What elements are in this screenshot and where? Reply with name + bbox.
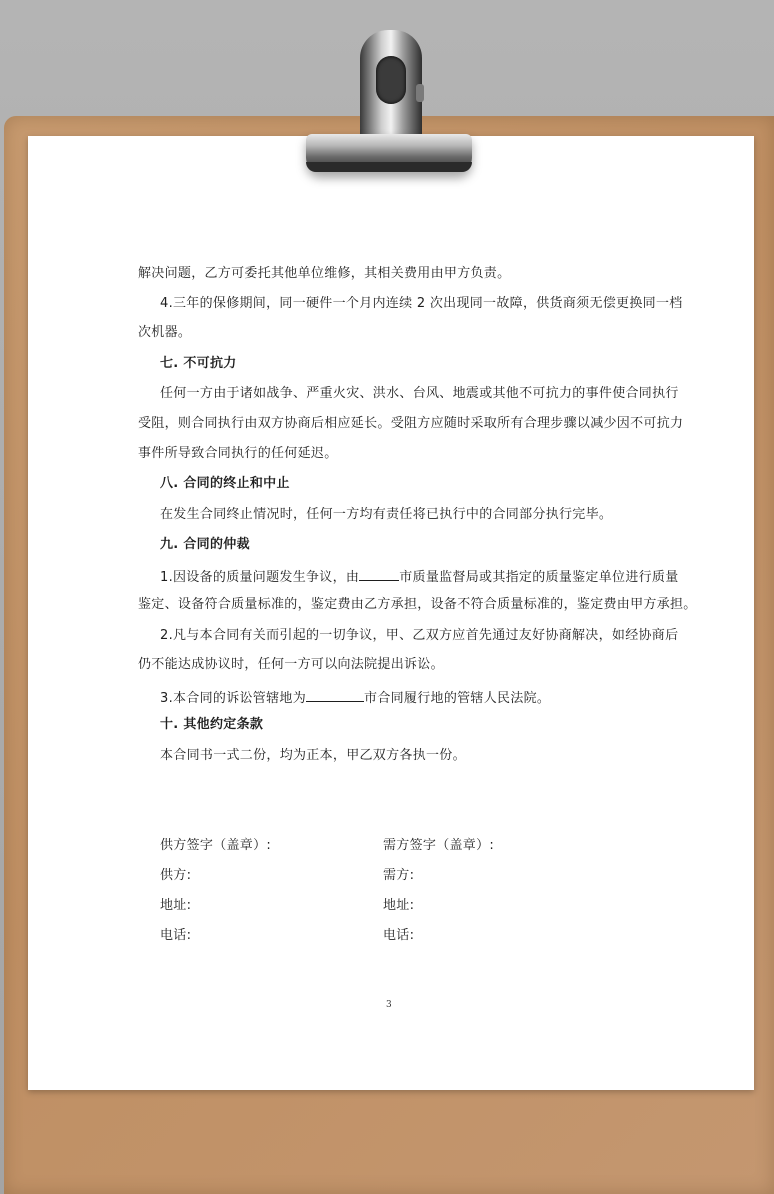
section-heading-arbitration: 九. 合同的仲裁 bbox=[160, 537, 250, 552]
fill-in-blank[interactable] bbox=[306, 687, 364, 702]
supplier-signature-label: 供方签字（盖章）: bbox=[160, 838, 272, 853]
text-segment: 市质量监督局或其指定的质量鉴定单位进行质量 bbox=[399, 570, 679, 585]
text-line: 任何一方由于诸如战争、严重火灾、洪水、台风、地震或其他不可抗力的事件使合同执行 bbox=[160, 386, 679, 401]
text-line: 2.凡与本合同有关而引起的一切争议，甲、乙双方应首先通过友好协商解决，如经协商后 bbox=[160, 628, 679, 643]
buyer-phone-label: 电话: bbox=[383, 928, 415, 943]
text-line bbox=[160, 566, 679, 587]
page-number: 3 bbox=[386, 1000, 392, 1010]
text-segment: 1.因设备的质量问题发生争议，由 bbox=[160, 570, 360, 585]
text-line: 本合同书一式二份，均为正本，甲乙双方各执一份。 bbox=[160, 748, 466, 763]
text-line: 解决问题，乙方可委托其他单位维修，其相关费用由甲方负责。 bbox=[138, 266, 511, 281]
section-heading-force-majeure: 七. 不可抗力 bbox=[160, 356, 237, 371]
clip-pivot bbox=[416, 84, 424, 102]
buyer-label: 需方: bbox=[383, 868, 415, 883]
text-segment: 市合同履行地的管辖人民法院。 bbox=[364, 691, 551, 706]
supplier-address-label: 地址: bbox=[160, 898, 192, 913]
text-line bbox=[160, 687, 550, 708]
buyer-address-label: 地址: bbox=[383, 898, 415, 913]
clip-hole bbox=[376, 56, 406, 104]
binder-clip bbox=[296, 22, 482, 178]
supplier-label: 供方: bbox=[160, 868, 192, 883]
text-segment: 3.本合同的诉讼管辖地为 bbox=[160, 691, 307, 706]
buyer-signature-label: 需方签字（盖章）: bbox=[383, 838, 495, 853]
section-heading-other-terms: 十. 其他约定条款 bbox=[160, 717, 264, 732]
text-line: 受阻，则合同执行由双方协商后相应延长。受阻方应随时采取所有合理步骤以减少因不可抗力 bbox=[138, 416, 684, 431]
text-line: 事件所导致合同执行的任何延迟。 bbox=[138, 446, 338, 461]
text-line: 在发生合同终止情况时，任何一方均有责任将已执行中的合同部分执行完毕。 bbox=[160, 507, 613, 522]
clip-plate-edge bbox=[306, 162, 472, 172]
text-line: 仍不能达成协议时，任何一方可以向法院提出诉讼。 bbox=[138, 657, 444, 672]
text-line: 鉴定、设备符合质量标准的，鉴定费由乙方承担，设备不符合质量标准的，鉴定费由甲方承担。 bbox=[138, 597, 697, 612]
section-heading-termination: 八. 合同的终止和中止 bbox=[160, 476, 290, 491]
fill-in-blank[interactable] bbox=[359, 566, 399, 581]
supplier-phone-label: 电话: bbox=[160, 928, 192, 943]
text-line: 4.三年的保修期间，同一硬件一个月内连续 2 次出现同一故障，供货商须无偿更换同一档 bbox=[160, 296, 683, 311]
text-line: 次机器。 bbox=[138, 325, 192, 340]
